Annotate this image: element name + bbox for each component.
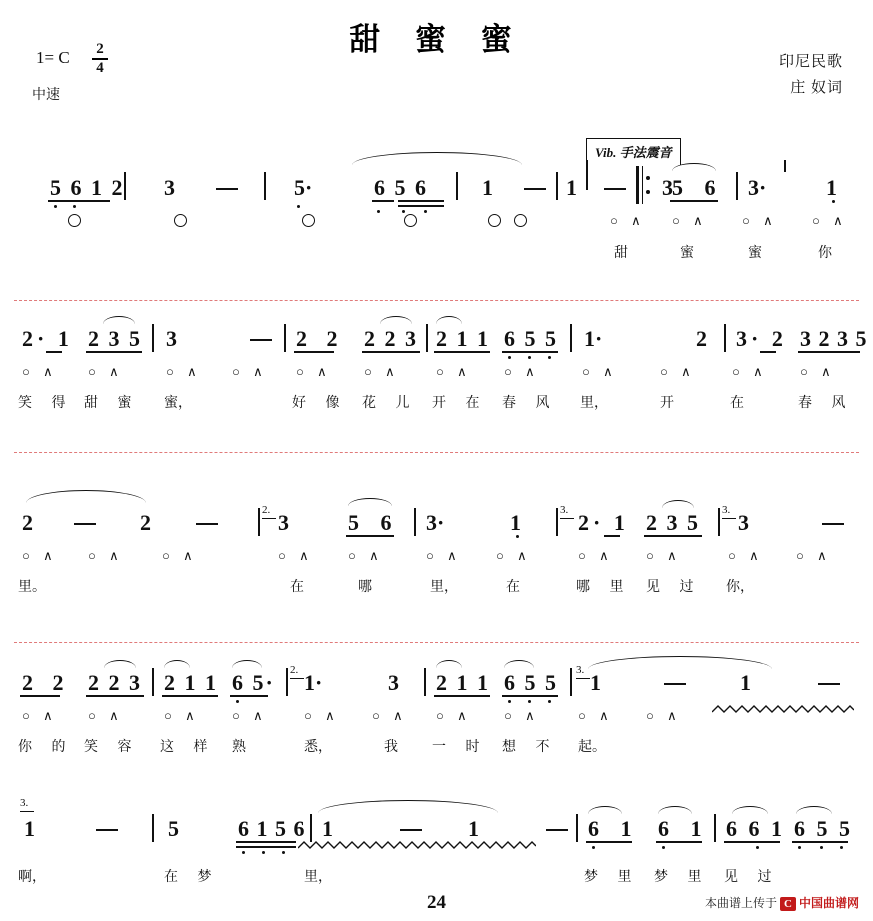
site-logo: C [780,897,796,911]
octave-dot [798,846,801,849]
volta-line [262,518,276,519]
note-group: 5 6 [672,175,724,200]
note-group: 3· [426,510,445,535]
bar-line [570,324,572,352]
beam-underline [798,351,860,353]
tie-arc [164,660,190,668]
credit-line-1: 印尼民歌 [778,54,843,70]
bar-line [152,814,154,842]
bar-line [414,508,416,536]
octave-dot [662,846,665,849]
beam-underline [670,200,718,202]
lyric-syllable: 甜 蜜 [84,396,140,411]
tie-arc [658,806,692,814]
beam-underline [644,535,702,537]
note-group: 3 [388,670,399,695]
tie-arc [588,806,622,814]
lyric-syllable: 里。 [18,580,46,595]
fingering-marks: ○ ∧ [22,364,58,379]
hold-dash [196,523,218,525]
bar-line [310,814,312,842]
lyric-syllable: 你， [726,580,754,595]
volta-number: 3. [20,797,29,809]
lyric-syllable: 在 梦 [164,870,220,885]
page-number: 24 [427,892,446,913]
bar-line [556,172,558,200]
note-group: 1 [826,175,837,200]
bar-line [570,668,572,696]
note-group: 6 5 5 [504,326,558,351]
note-group: 1 [566,175,577,200]
hold-dash [96,829,118,831]
note-group: 6 5 6 [374,175,428,200]
volta-number: 2. [290,664,299,676]
fingering-marks: ○ ∧ [348,548,384,563]
note-group: 1 [482,175,493,200]
note-group: 3 2 3 5 [800,326,868,351]
bar-line [124,172,126,200]
fingering-marks: ○ ∧ [88,708,124,723]
fingering-marks: ○ ∧ [582,364,618,379]
octave-dot [242,851,245,854]
fingering-marks: ○ ∧ [164,708,200,723]
site-name[interactable]: 中国曲谱网 [798,896,859,910]
tie-arc [796,806,832,814]
note-group: 2 [140,510,151,535]
bar-line [718,508,720,536]
lyric-syllable: 甜 [614,246,628,261]
tie-arc [103,316,135,324]
note-group: 3· [748,175,767,200]
octave-dot [516,535,519,538]
octave-dot [592,846,595,849]
breath-circle [302,214,315,227]
beam-underline [372,200,394,202]
lyric-syllable: 好 像 [292,396,348,411]
fingering-marks: ○ ∧ [166,364,202,379]
tie-arc [348,498,392,506]
note-group: 2 [696,326,707,351]
lyric-syllable: 见 过 [724,870,780,885]
beam-underline [586,841,632,843]
note-group: 1 [468,816,479,841]
volta-bracket [722,505,736,519]
note-group: 5 6 1 2 [50,175,125,200]
hold-dash [216,188,238,190]
tie-arc [732,806,768,814]
lyric-syllable: 笑 容 [84,740,140,755]
breath-circle [514,214,527,227]
volta-line [560,518,574,519]
note-group: 1 [740,670,751,695]
fingering-marks: ○ ∧ [364,364,400,379]
lyric-syllable: 里， [304,870,332,885]
footer-credit [705,894,859,911]
footer-text: 本曲谱上传于 [705,896,778,910]
bar-line [152,668,154,696]
octave-dot [548,700,551,703]
volta-bracket [290,665,304,679]
beam-underline [236,846,296,848]
tie-arc [436,660,462,668]
beam-underline [230,695,268,697]
lyric-syllable: 春 风 [502,396,558,411]
lyric-syllable: 我 [384,740,398,755]
note-group: 5 6 [348,510,400,535]
beam-underline [346,535,394,537]
volta-line [576,678,590,679]
page-title: 甜 蜜 蜜 [349,22,524,58]
lyric-syllable: 里， [580,396,608,411]
system-divider [14,642,859,643]
lyric-syllable: 想 不 [502,740,558,755]
octave-dot [377,210,380,213]
note-group: 3 [164,175,175,200]
hold-dash [546,829,568,831]
fingering-marks: ○ ∧ [646,548,682,563]
lyric-syllable: 在 [290,580,304,595]
note-group: 1 [322,816,333,841]
bar-line [456,172,458,200]
bar-line [714,814,716,842]
tie-arc [672,163,716,171]
tie-arc [662,500,694,508]
lyric-syllable: 蜜 [748,246,762,261]
lyric-syllable: 一 时 [432,740,488,755]
octave-dot [297,205,300,208]
repeat-dot [646,190,650,194]
bar-line [424,668,426,696]
fingering-marks: ○ ∧ [296,364,332,379]
fingering-marks: ○ ∧ [732,364,768,379]
fingering-marks: ○ ∧ [278,548,314,563]
octave-dot [508,356,511,359]
beam-underline [294,351,334,353]
octave-dot [236,700,239,703]
note-group: 2 1 1 [164,670,218,695]
volta-number: 3. [722,504,731,516]
note-group: 1· [584,326,603,351]
tie-arc [504,660,534,668]
note-group: 6 1 [588,816,640,841]
annotation-bracket-right [784,160,786,172]
note-group: 2· 1 [22,326,73,351]
annotation-bracket-left [586,160,588,190]
lyric-syllable: 你 的 [18,740,74,755]
note-group: 5· [294,175,313,200]
fingering-marks: ○ ∧ [232,708,268,723]
breath-circle [68,214,81,227]
hold-dash [664,683,686,685]
lyric-syllable: 蜜 [680,246,694,261]
octave-dot [424,210,427,213]
tempo-marking: 中速 [32,88,60,103]
fingering-marks: ○ ∧ [88,548,124,563]
beam-underline [792,841,848,843]
note-group: 1· [304,670,323,695]
beam-underline [46,351,62,353]
note-group: 1 [590,670,601,695]
lyric-syllable: 开 在 [432,396,488,411]
fingering-marks: ○ ∧ [22,708,58,723]
tie-arc [232,660,262,668]
note-group: 6 1 [658,816,710,841]
lyric-syllable: 见 过 [646,580,702,595]
fingering-marks: ○ ∧ [88,364,124,379]
beam-underline [48,200,110,202]
hold-dash [524,188,546,190]
vibrato-wavy-line [712,704,854,714]
volta-number: 2. [262,504,271,516]
lyric-syllable: 在 [506,580,520,595]
bar-line [284,324,286,352]
beam-underline [434,695,490,697]
fingering-marks: ○ ∧ [504,364,540,379]
hold-dash [74,523,96,525]
fingering-marks: ○ ∧ [610,213,646,228]
beam-underline [398,205,444,207]
note-group: 5 [168,816,179,841]
time-signature [92,42,108,76]
octave-dot [548,356,551,359]
breath-circle [404,214,417,227]
bar-line [286,668,288,696]
fingering-marks: ○ ∧ [812,213,848,228]
beam-underline [162,695,218,697]
fingering-marks: ○ ∧ [162,548,198,563]
repeat-thick-bar [636,166,639,204]
beam-underline [236,841,296,843]
fingering-marks: ○ ∧ [660,364,696,379]
fingering-marks: ○ ∧ [22,548,58,563]
beam-underline [502,351,558,353]
key-signature: 1= C [36,48,70,67]
lyric-syllable: 悉， [304,740,332,755]
hold-dash [250,339,272,341]
fingering-marks: ○ ∧ [646,708,682,723]
credit-line-2: 庄 奴词 [790,80,843,96]
lyric-syllable: 起。 [578,740,606,755]
volta-bracket [262,505,276,519]
hold-dash [818,683,840,685]
bar-line [556,508,558,536]
fingering-marks: ○ ∧ [436,364,472,379]
bar-line [152,324,154,352]
beam-underline [724,841,780,843]
slur-arc [352,152,522,165]
lyric-syllable: 笑 得 [18,396,74,411]
note-group: 2· 1 [578,510,629,535]
beam-underline [760,351,776,353]
beam-underline [86,695,144,697]
repeat-thin-bar [642,166,643,204]
hold-dash [604,188,626,190]
beam-underline [502,695,558,697]
note-group: 2 2 3 [88,670,142,695]
hold-dash [400,829,422,831]
beam-underline [656,841,702,843]
tie-arc [104,660,136,668]
note-group: 3 [738,510,749,535]
octave-dot [528,700,531,703]
repeat-start-sign [636,166,645,204]
fingering-marks: ○ ∧ [232,364,268,379]
lyric-syllable: 哪 里 [576,580,632,595]
lyric-syllable: 开 [660,396,674,411]
volta-line [722,518,736,519]
beam-underline [604,535,620,537]
volta-bracket [20,798,34,812]
beam-underline [362,351,420,353]
system-divider [14,300,859,301]
breath-circle [488,214,501,227]
vibrato-wavy-line [298,840,536,850]
note-group: 2 1 1 [436,326,490,351]
note-group: 6 5 5 [504,670,558,695]
octave-dot [73,205,76,208]
note-group: 2 3 5 [646,510,700,535]
volta-bracket [576,665,590,679]
volta-line [290,678,304,679]
fingering-marks: ○ ∧ [728,548,764,563]
lyric-syllable: 梦 里 [654,870,710,885]
lyric-syllable: 哪 [358,580,372,595]
note-group: 3 [662,175,673,200]
lyric-syllable: 在 [730,396,744,411]
slur-arc [26,490,146,503]
fingering-marks: ○ ∧ [372,708,408,723]
lyric-syllable: 蜜， [164,396,192,411]
note-group: 6 5 5 [794,816,853,841]
volta-number: 3. [576,664,585,676]
fingering-marks: ○ ∧ [578,708,614,723]
note-group: 6 5· [232,670,275,695]
lyric-syllable: 你 [818,246,832,261]
octave-dot [508,700,511,703]
time-signature-numerator: 2 [96,41,104,57]
bar-line [576,814,578,842]
volta-bracket [560,505,574,519]
time-signature-denominator: 4 [96,59,104,76]
note-group: 2 2 [296,326,345,351]
fingering-marks: ○ ∧ [672,213,708,228]
note-group: 3 [166,326,177,351]
slur-arc [588,656,772,669]
lyric-syllable: 熟 [232,740,246,755]
bar-line [426,324,428,352]
fingering-marks: ○ ∧ [796,548,832,563]
hold-dash [822,523,844,525]
octave-dot [756,846,759,849]
note-group: 3· 2 [736,326,787,351]
fingering-marks: ○ ∧ [426,548,462,563]
beam-underline [398,200,444,202]
bar-line [264,172,266,200]
fingering-marks: ○ ∧ [578,548,614,563]
note-group: 2 1 1 [436,670,490,695]
fingering-marks: ○ ∧ [304,708,340,723]
beam-underline [434,351,490,353]
octave-dot [54,205,57,208]
tie-arc [436,316,462,324]
vibrato-annotation: Vib. 手法震音 [586,138,681,165]
lyric-syllable: 梦 里 [584,870,640,885]
lyric-syllable: 啊， [18,870,46,885]
octave-dot [528,356,531,359]
repeat-dot [646,176,650,180]
volta-number: 3. [560,504,569,516]
note-group: 6 1 5 6 [238,816,306,841]
lyric-syllable: 花 儿 [362,396,418,411]
lyric-syllable: 里， [430,580,458,595]
lyric-syllable: 这 样 [160,740,216,755]
note-group: 6 6 1 [726,816,785,841]
octave-dot [262,851,265,854]
note-group: 1 [510,510,521,535]
breath-circle [174,214,187,227]
lyric-syllable: 春 风 [798,396,854,411]
slur-arc [318,800,498,813]
beam-underline [86,351,142,353]
fingering-marks: ○ ∧ [504,708,540,723]
bar-line [258,508,260,536]
note-group: 3 [278,510,289,535]
octave-dot [820,846,823,849]
octave-dot [282,851,285,854]
tie-arc [380,316,412,324]
note-group: 2 [22,510,33,535]
bar-line [724,324,726,352]
octave-dot [840,846,843,849]
fingering-marks: ○ ∧ [742,213,778,228]
note-group: 2 2 3 [364,326,418,351]
note-group: 1 [24,816,35,841]
system-divider [14,452,859,453]
note-group: 2 3 5 [88,326,142,351]
volta-line [20,811,34,812]
fingering-marks: ○ ∧ [436,708,472,723]
octave-dot [402,210,405,213]
beam-underline [20,695,60,697]
note-group: 2 2 [22,670,71,695]
fingering-marks: ○ ∧ [800,364,836,379]
fingering-marks: ○ ∧ [496,548,532,563]
bar-line [736,172,738,200]
octave-dot [832,200,835,203]
